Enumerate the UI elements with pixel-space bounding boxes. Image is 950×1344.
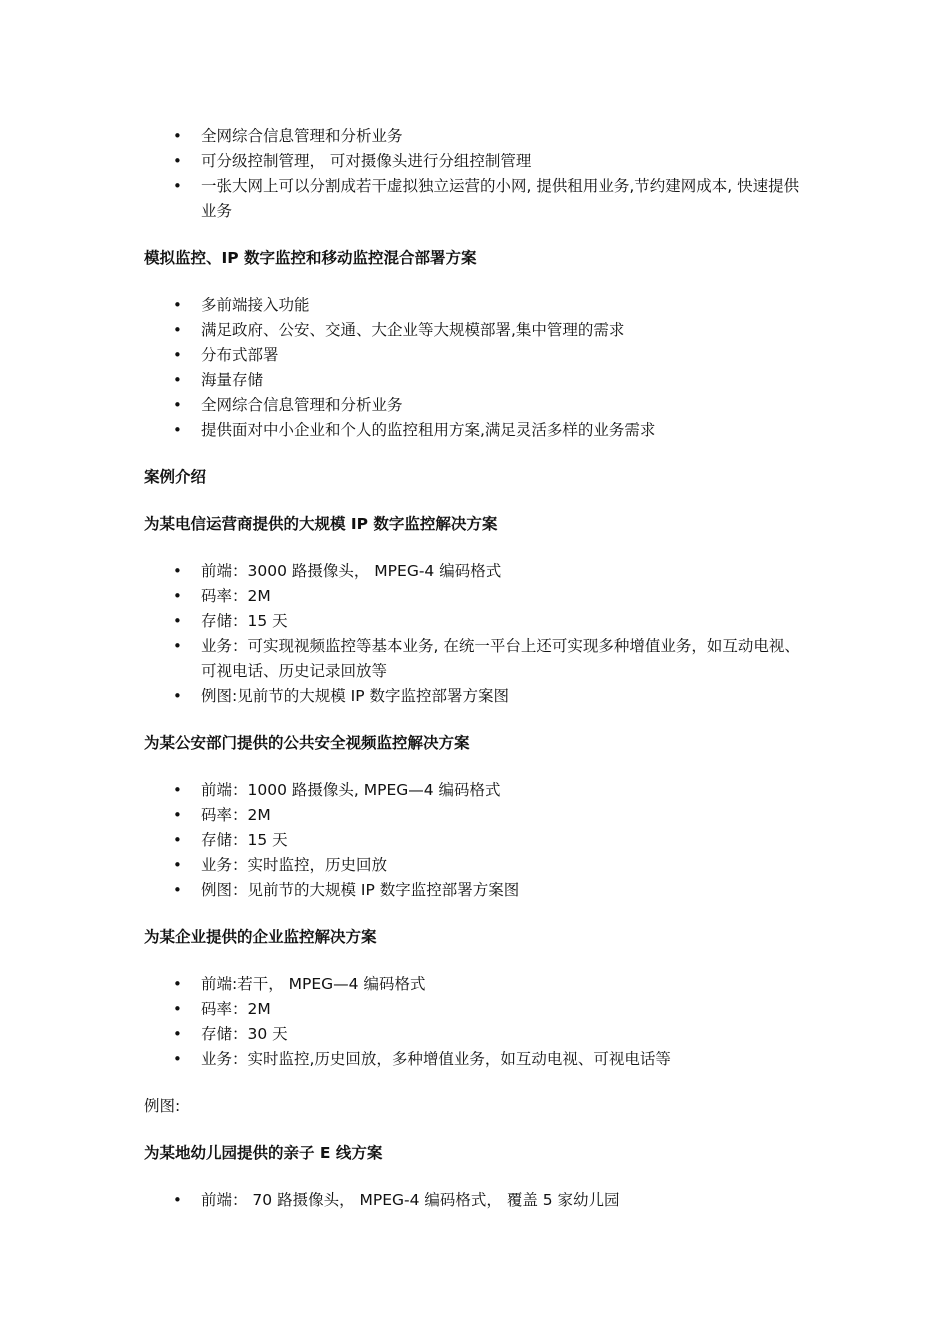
list-item: • 例图:见前节的大规模 IP 数字监控部署方案图: [201, 684, 810, 709]
bullet-icon: •: [173, 1050, 182, 1068]
list-item: • 存储：15 天: [201, 609, 810, 634]
bullet-icon: •: [173, 806, 182, 824]
case-list-enterprise: [144, 972, 810, 1072]
bullet-icon: •: [173, 975, 182, 993]
bullet-icon: •: [173, 177, 182, 195]
list-item: • 前端：3000 路摄像头， MPEG-4 编码格式: [201, 559, 810, 584]
feature-list-1: [144, 124, 810, 224]
list-item: • 全网综合信息管理和分析业务: [201, 124, 810, 149]
case-heading-enterprise: 为某企业提供的企业监控解决方案: [144, 928, 377, 946]
case-heading-kindergarten: 为某地幼儿园提供的亲子 E 线方案: [144, 1144, 383, 1162]
list-item: • 业务：可实现视频监控等基本业务, 在统一平台上还可实现多种增值业务，如互动电视、可视电话、历史记录回放等: [201, 634, 810, 684]
section-heading-cases: 案例介绍: [144, 468, 207, 486]
bullet-icon: •: [173, 346, 182, 364]
list-item: • 业务：实时监控，历史回放: [201, 853, 810, 878]
list-item: • 全网综合信息管理和分析业务: [201, 393, 810, 418]
bullet-icon: •: [173, 587, 182, 605]
case-list-police: [144, 778, 810, 903]
list-item: • 例图：见前节的大规模 IP 数字监控部署方案图: [201, 878, 810, 903]
example-label: 例图:: [144, 1097, 181, 1115]
bullet-icon: •: [173, 856, 182, 874]
list-item: • 满足政府、公安、交通、大企业等大规模部署,集中管理的需求: [201, 318, 810, 343]
feature-list-2: [144, 293, 810, 443]
list-item: • 存储：15 天: [201, 828, 810, 853]
bullet-icon: •: [173, 1000, 182, 1018]
bullet-icon: •: [173, 321, 182, 339]
bullet-icon: •: [173, 637, 182, 655]
list-item: • 前端： 70 路摄像头， MPEG-4 编码格式， 覆盖 5 家幼儿园: [201, 1188, 810, 1213]
bullet-icon: •: [173, 421, 182, 439]
bullet-icon: •: [173, 1025, 182, 1043]
list-item: • 分布式部署: [201, 343, 810, 368]
bullet-icon: •: [173, 296, 182, 314]
list-item: • 前端：1000 路摄像头, MPEG—4 编码格式: [201, 778, 810, 803]
bullet-icon: •: [173, 127, 182, 145]
case-list-telecom: [144, 559, 810, 709]
bullet-icon: •: [173, 152, 182, 170]
list-item: • 提供面对中小企业和个人的监控租用方案,满足灵活多样的业务需求: [201, 418, 810, 443]
list-item: • 存储：30 天: [201, 1022, 810, 1047]
bullet-icon: •: [173, 831, 182, 849]
bullet-icon: •: [173, 562, 182, 580]
bullet-icon: •: [173, 371, 182, 389]
list-item: • 一张大网上可以分割成若干虚拟独立运营的小网, 提供租用业务,节约建网成本, 快速提供业务: [201, 174, 810, 224]
list-item: • 前端:若干， MPEG—4 编码格式: [201, 972, 810, 997]
list-item: • 业务：实时监控,历史回放，多种增值业务，如互动电视、可视电话等: [201, 1047, 810, 1072]
section-heading-hybrid: 模拟监控、IP 数字监控和移动监控混合部署方案: [144, 249, 477, 267]
bullet-icon: •: [173, 881, 182, 899]
bullet-icon: •: [173, 1191, 182, 1209]
case-heading-police: 为某公安部门提供的公共安全视频监控解决方案: [144, 734, 470, 752]
bullet-icon: •: [173, 781, 182, 799]
list-item: • 多前端接入功能: [201, 293, 810, 318]
list-item: • 码率：2M: [201, 584, 810, 609]
bullet-icon: •: [173, 687, 182, 705]
bullet-icon: •: [173, 396, 182, 414]
case-list-kindergarten: [144, 1188, 810, 1213]
bullet-icon: •: [173, 612, 182, 630]
list-item: • 码率：2M: [201, 997, 810, 1022]
list-item: • 海量存储: [201, 368, 810, 393]
case-heading-telecom: 为某电信运营商提供的大规模 IP 数字监控解决方案: [144, 515, 498, 533]
list-item: • 码率：2M: [201, 803, 810, 828]
list-item: • 可分级控制管理， 可对摄像头进行分组控制管理: [201, 149, 810, 174]
